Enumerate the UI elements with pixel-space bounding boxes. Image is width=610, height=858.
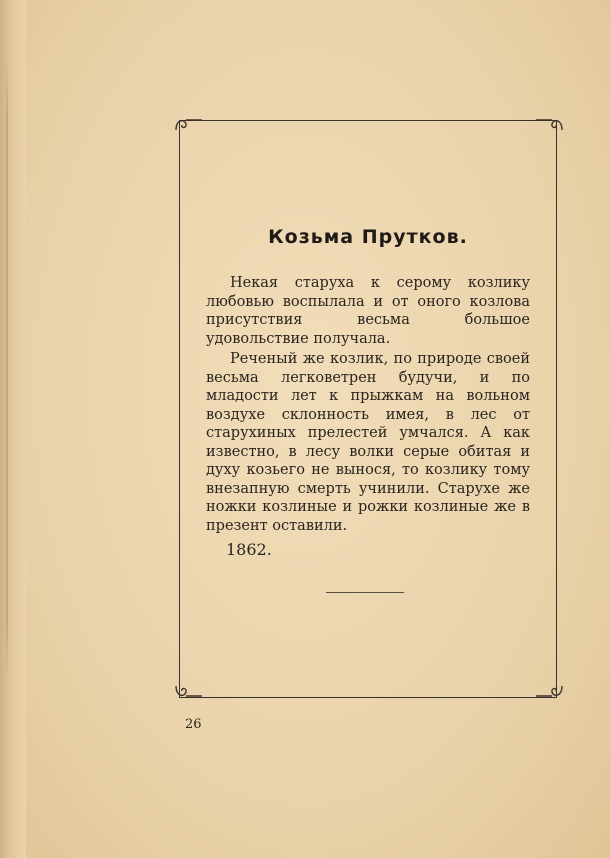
corner-ornament-top-left <box>172 112 202 136</box>
book-spine-edge <box>0 0 26 858</box>
paragraph-2: Реченый же козлик, по природе своей весьма легковетрен будучи, и по младости лет к прыжкам на вольном воздухе склонность имея, в лес от старухиных прелестей умчался. А как известно, в лесу волки серые обитая и духу козьего не вынося, то козлику тому внезапную смерть учинили. Старухе же ножки козлиные и рожки козлиные же в презент оставили. <box>206 351 530 534</box>
corner-ornament-bottom-right <box>536 680 566 704</box>
paragraph-1: Некая старуха к серому козлику любовью воспылала и от оного козлова присутствия весьма большое удовольствие получала. <box>206 275 530 347</box>
page-number: 26 <box>185 717 202 732</box>
divider-rule <box>326 592 404 593</box>
page-title: Козьма Прутков. <box>268 226 468 248</box>
corner-ornament-top-right <box>536 112 566 136</box>
year-date: 1862. <box>226 540 272 559</box>
corner-ornament-bottom-left <box>172 680 202 704</box>
